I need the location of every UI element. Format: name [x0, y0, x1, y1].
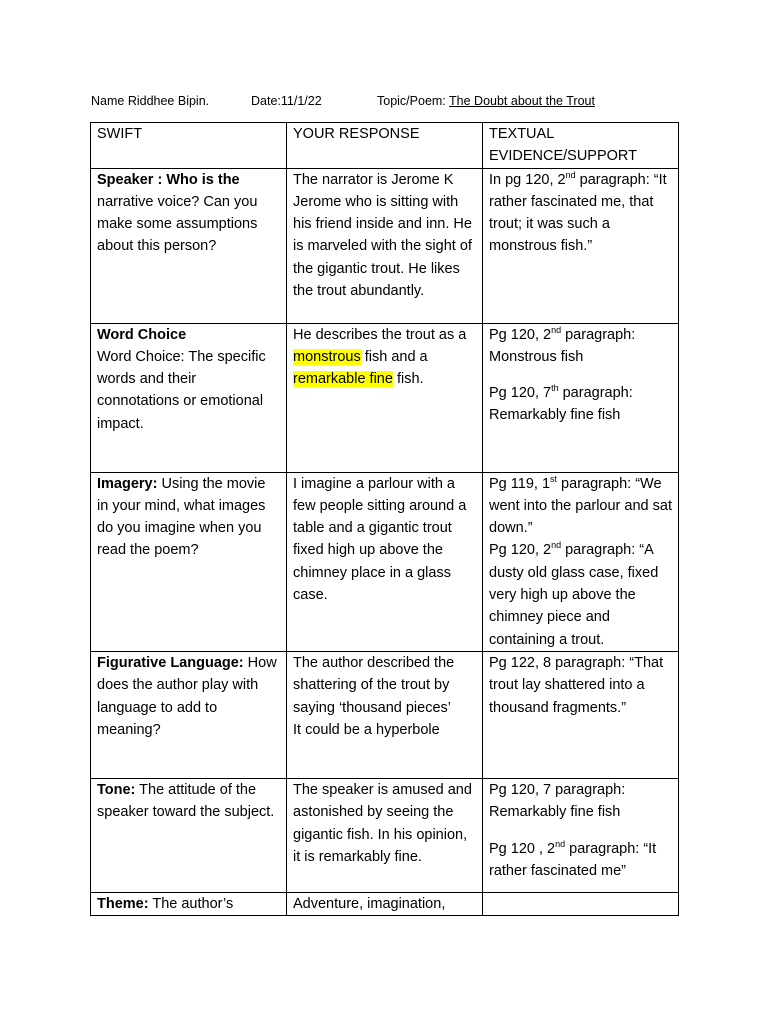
word-choice-prompt-cell [91, 323, 287, 472]
word-choice-response-a: He describes the trout as a [293, 326, 467, 343]
im-ev2-post: paragraph: “A dusty old glass case, fixed very high up above the chimney piece and containing a trout. [489, 542, 659, 648]
tone-evidence [483, 778, 679, 892]
tone-evidence-2 [489, 838, 672, 883]
speaker-label: Speaker : Who is the [97, 171, 240, 188]
speaker-response: The narrator is Jerome K Jerome who is sitting with his friend inside and inn. He is marveled with the sight of the gigantic trout. He likes the trout abundantly. [287, 168, 483, 323]
highlight-remarkable-fine: remarkable fine [293, 371, 393, 388]
theme-label: Theme: [97, 895, 149, 912]
tn-ev2-pre: Pg 120 , 2 [489, 840, 556, 857]
word-choice-response-b: fish and a [360, 348, 428, 365]
topic-label: Topic/Poem: [377, 94, 450, 108]
figurative-label: Figurative Language: [97, 654, 244, 671]
tone-prompt-cell [91, 778, 287, 892]
imagery-evidence-1 [489, 473, 672, 540]
figurative-response-1: The author described the shattering of the trout by saying ‘thousand pieces’ [293, 654, 455, 716]
table-row-word-choice [91, 323, 679, 472]
spacer [489, 368, 672, 382]
swift-analysis-table [90, 122, 679, 916]
speaker-evidence-text: In pg 120, 2 [489, 171, 566, 188]
imagery-evidence-2 [489, 539, 672, 650]
header-textual-evidence: TEXTUAL EVIDENCE/SUPPORT [483, 123, 679, 169]
imagery-label: Imagery: [97, 475, 158, 492]
tn-ev2-sup: nd [555, 838, 566, 849]
wc-ev2-post: paragraph: Remarkably fine fish [489, 385, 633, 424]
figurative-response [287, 651, 483, 778]
word-choice-evidence [483, 323, 679, 472]
theme-prompt-cell [91, 892, 287, 915]
word-choice-description: Word Choice: The specific words and their connotations or emotional impact. [97, 348, 266, 432]
im-ev2-pre: Pg 120, 2 [489, 542, 552, 559]
student-name: Name Riddhee Bipin. [91, 94, 210, 108]
figurative-evidence: Pg 122, 8 paragraph: “That trout lay shattered into a thousand fragments.” [483, 651, 679, 778]
wc-ev1-sup: nd [551, 324, 562, 335]
theme-response: Adventure, imagination, [287, 892, 483, 915]
word-choice-evidence-1 [489, 324, 672, 369]
imagery-evidence [483, 472, 679, 651]
figurative-response-2: It could be a hyperbole [293, 721, 440, 738]
date-field: Date:11/1/22 [251, 94, 322, 108]
tone-description: The attitude of the speaker toward the subject. [97, 781, 275, 821]
table-header-row [91, 123, 679, 169]
imagery-response: I imagine a parlour with a few people sitting around a table and a gigantic trout fixed high up above the chimney place in a glass case. [287, 472, 483, 651]
document-header [91, 94, 691, 112]
wc-ev2-sup: th [551, 383, 559, 394]
tone-label: Tone: [97, 781, 136, 798]
tone-response: The speaker is amused and astonished by seeing the gigantic fish. In his opinion, it is remarkably fine. [287, 778, 483, 892]
word-choice-evidence-2 [489, 382, 672, 427]
word-choice-response-c: fish. [392, 371, 424, 388]
table-row-imagery [91, 472, 679, 651]
table-row-figurative-language [91, 651, 679, 778]
wc-ev2-pre: Pg 120, 7 [489, 385, 552, 402]
table-row-tone [91, 778, 679, 892]
tn-ev2-post: paragraph: “It rather fascinated me” [489, 840, 657, 879]
wc-ev1-pre: Pg 120, 2 [489, 326, 552, 343]
figurative-description: How does the author play with language to add to meaning? [97, 654, 277, 738]
theme-evidence [483, 892, 679, 915]
theme-description: The author’s [148, 895, 234, 912]
figurative-prompt-cell [91, 651, 287, 778]
highlight-monstrous: monstrous [293, 348, 361, 365]
imagery-prompt-cell [91, 472, 287, 651]
table-row-speaker [91, 168, 679, 323]
im-ev1-sup: st [550, 473, 558, 484]
im-ev1-post: paragraph: “We went into the parlour and sat down.” [489, 475, 672, 537]
topic-field [377, 94, 595, 108]
spacer [489, 824, 672, 838]
word-choice-response [287, 323, 483, 472]
imagery-description: Using the movie in your mind, what images do you imagine when you read the poem? [97, 475, 266, 559]
wc-ev1-post: paragraph: Monstrous fish [489, 326, 636, 365]
im-ev2-sup: nd [551, 540, 562, 551]
speaker-evidence-quote: paragraph: “It rather fascinated me, that trout; it was such a monstrous fish.” [489, 171, 667, 255]
word-choice-label: Word Choice [97, 326, 187, 343]
im-ev1-pre: Pg 119, 1 [489, 475, 551, 492]
speaker-prompt-cell [91, 168, 287, 323]
speaker-evidence [483, 168, 679, 323]
header-swift: SWIFT [91, 123, 287, 169]
header-your-response: YOUR RESPONSE [287, 123, 483, 169]
tone-evidence-1: Pg 120, 7 paragraph: Remarkably fine fish [489, 781, 626, 821]
table-row-theme [91, 892, 679, 915]
poem-title: The Doubt about the Trout [449, 94, 595, 108]
speaker-description: narrative voice? Can you make some assumptions about this person? [97, 193, 258, 255]
speaker-evidence-sup: nd [565, 169, 576, 180]
